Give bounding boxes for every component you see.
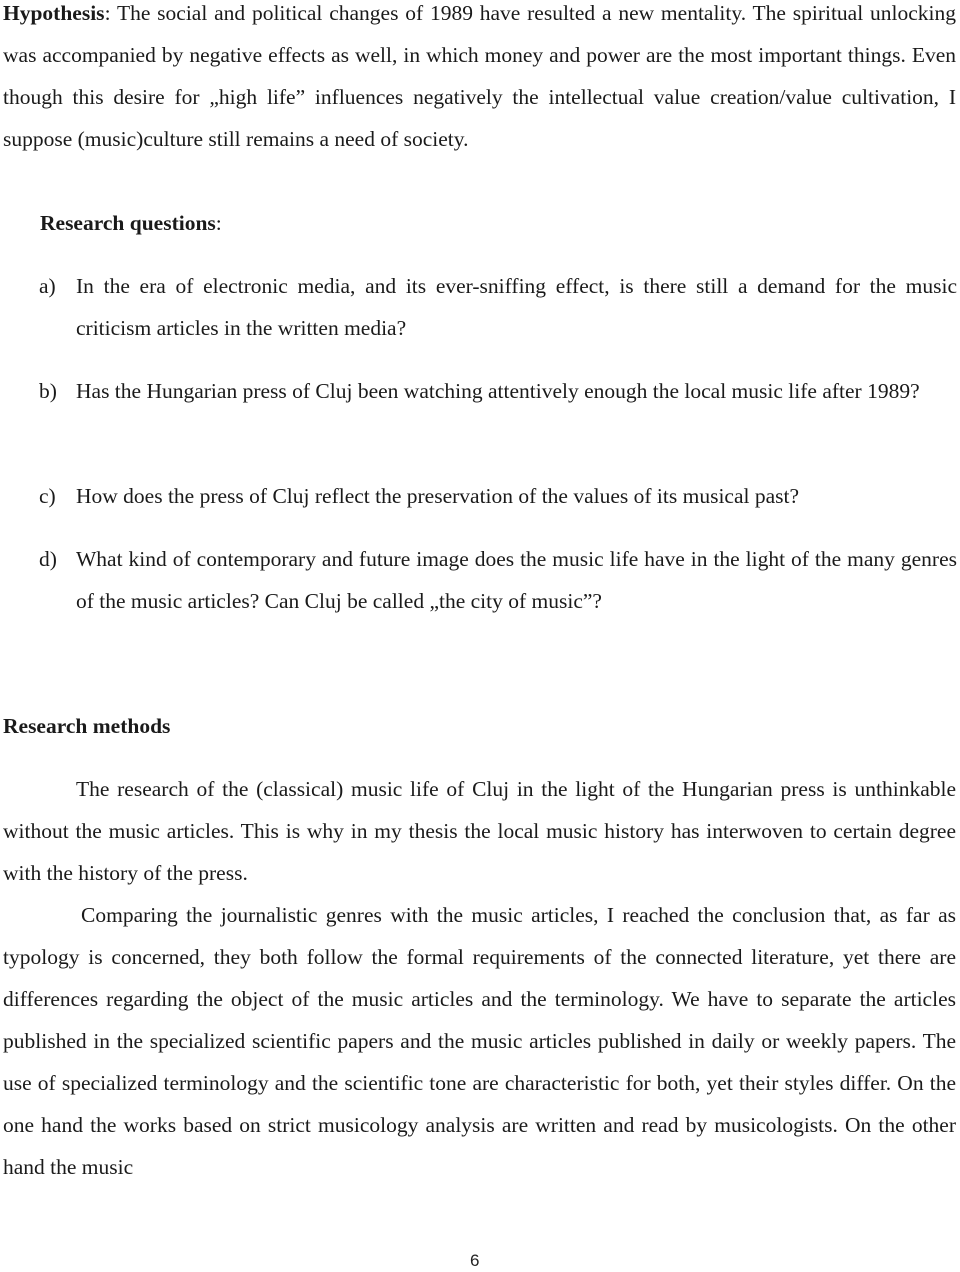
list-item: [39, 265, 957, 349]
list-item: [39, 370, 957, 412]
research-methods-paragraph: Comparing the journalistic genres with the music articles, I reached the conclusion that, as far as typology is concerned, they both follow the formal requirements of the connected literature, yet there are differences regarding the object of the music articles and the terminology. We have to separate the articles published in the specialized scientific papers and the music articles published in daily or weekly papers. The use of specialized terminology and the scientific tone are characteristic for both, yet their styles differ. On the one hand the works based on strict musicology analysis are written and read by musicologists. On the other hand the music: [3, 903, 956, 1179]
list-item-marker: d): [39, 547, 57, 571]
list-item-text: How does the press of Cluj reflect the preservation of the values of its musical past?: [76, 484, 800, 508]
list-item-text: Has the Hungarian press of Cluj been watching attentively enough the local music life after 1989?: [76, 379, 920, 403]
hypothesis-paragraph: [3, 0, 956, 160]
research-questions-label: Research questions: [40, 211, 216, 235]
hypothesis-text: : The social and political changes of 1989 have resulted a new mentality. The spiritual unlocking was accompanied by negative effects as well, in which money and power are the most important things. Even though this desire for „high life” influences negatively the intellectual value creation/value cultivation, I suppose (music)culture still remains a need of society.: [3, 1, 956, 151]
hypothesis-label: Hypothesis: [3, 1, 105, 25]
page-number: 6: [470, 1251, 480, 1270]
research-questions-suffix: :: [215, 211, 222, 235]
list-item: [39, 475, 957, 517]
research-questions-heading: [40, 202, 222, 244]
research-methods-paragraph: The research of the (classical) music life of Cluj in the light of the Hungarian press is unthinkable without the music articles. This is why in my thesis the local music history has interwoven to certain degree with the history of the press.: [3, 777, 956, 885]
list-item: [39, 538, 957, 622]
list-item-marker: c): [39, 484, 56, 508]
list-item-marker: a): [39, 274, 56, 298]
research-methods-heading: Research methods: [3, 714, 171, 738]
list-item-text: What kind of contemporary and future image does the music life have in the light of the many genres of the music articles? Can Cluj be called „the city of music”?: [76, 547, 957, 613]
list-item-marker: b): [39, 379, 57, 403]
list-item-text: In the era of electronic media, and its ever-sniffing effect, is there still a demand for the music criticism articles in the written media?: [76, 274, 957, 340]
